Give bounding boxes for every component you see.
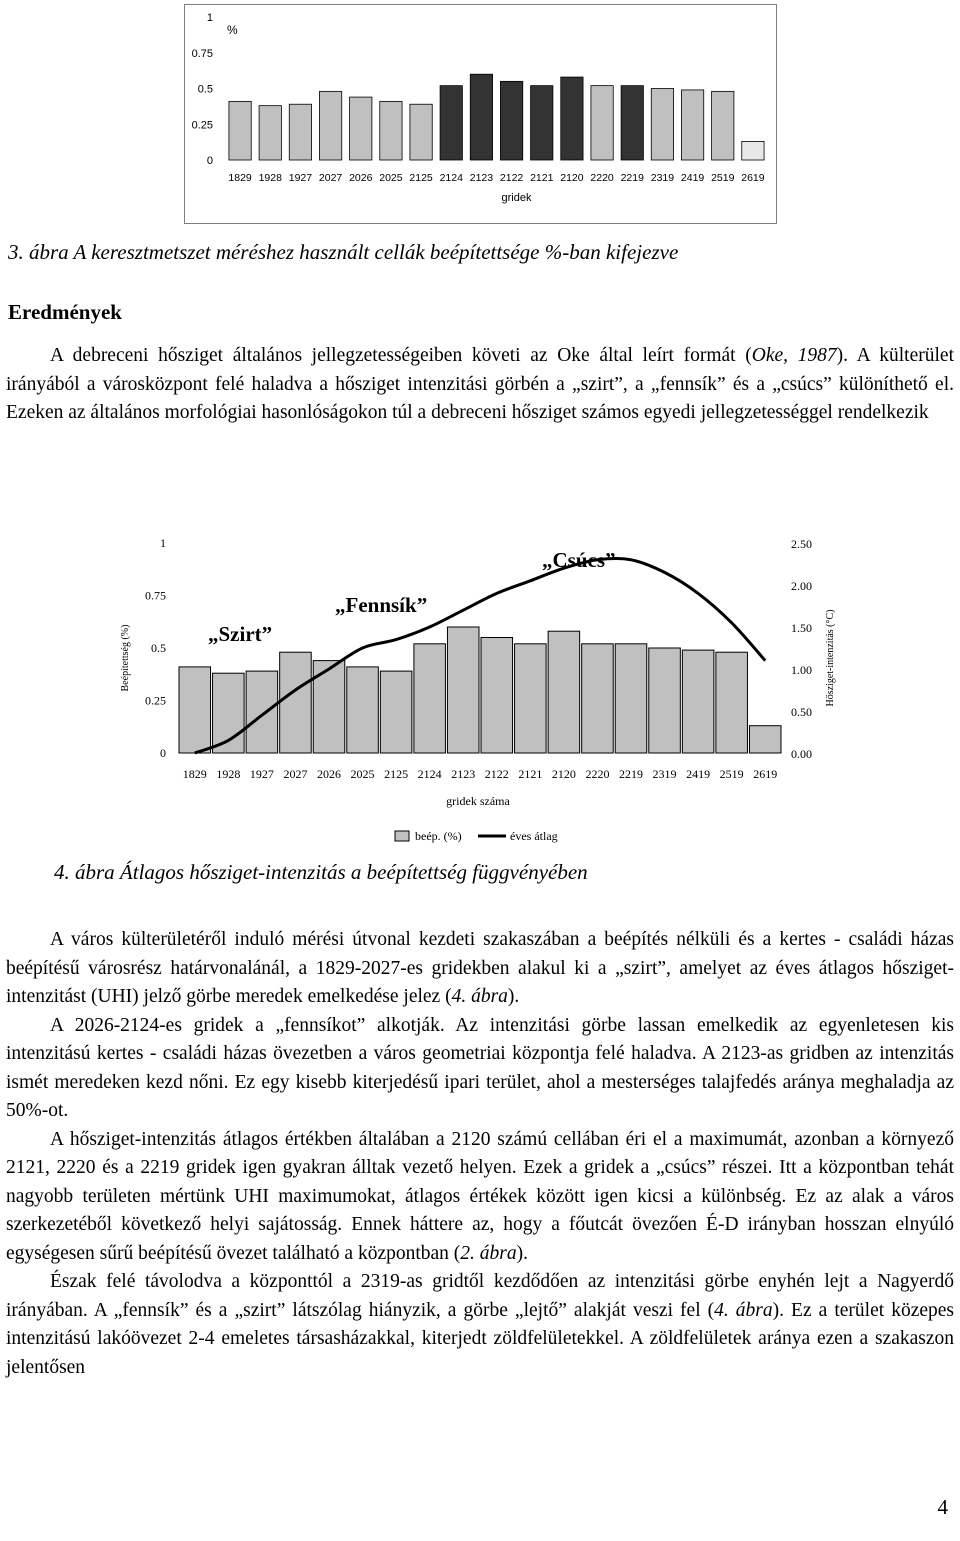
x-tick-label: 2120 bbox=[560, 172, 584, 184]
x-tick-label: 1829 bbox=[228, 172, 252, 184]
citation: 4. ábra bbox=[714, 1299, 773, 1321]
x-tick-label: 2027 bbox=[283, 767, 308, 781]
bar bbox=[380, 101, 402, 160]
x-tick-label: 2419 bbox=[680, 172, 705, 184]
bar bbox=[561, 77, 583, 160]
y-tick-label: 0 bbox=[160, 746, 166, 760]
x-tick-label: 2026 bbox=[349, 172, 373, 184]
y-tick-label: 0.5 bbox=[151, 641, 166, 655]
y-axis-label: Beépítettség (%) bbox=[120, 624, 131, 692]
bar bbox=[347, 667, 379, 753]
bar bbox=[515, 644, 547, 753]
y-tick-label: 0.75 bbox=[145, 588, 166, 603]
x-tick-label: 2219 bbox=[619, 767, 643, 781]
y2-tick-label: 2.50 bbox=[791, 537, 812, 551]
figure-4-chart bbox=[110, 525, 850, 855]
x-tick-label: 2220 bbox=[590, 172, 614, 184]
legend-bar-label: beép. (%) bbox=[415, 829, 462, 843]
x-tick-label: 2619 bbox=[741, 172, 765, 184]
x-tick-label: 2026 bbox=[317, 767, 341, 781]
bar bbox=[582, 644, 614, 753]
x-tick-label: 2220 bbox=[585, 767, 610, 781]
y2-tick-label: 0.50 bbox=[791, 705, 812, 719]
y-tick-label: 1 bbox=[206, 12, 213, 24]
legend-bar-swatch bbox=[395, 831, 409, 841]
x-tick-label: 2319 bbox=[652, 767, 677, 781]
y2-tick-label: 2.00 bbox=[791, 579, 812, 593]
citation: Oke, 1987 bbox=[751, 345, 837, 366]
x-tick-label: 2025 bbox=[379, 172, 403, 184]
figure-3-chart bbox=[184, 4, 777, 224]
x-tick-label: 2027 bbox=[318, 172, 343, 184]
paragraph-szirt: A város külterületéről induló mérési útvonal kezdeti szakaszában a beépítés nélküli és a kertes - családi házas beépítésű városrész határvonalánál, a 1829-2027-es gridekben alakul ki a „szirt”, amelyet az éves átlagos hősziget-intenzitást (UHI) jelző görbe meredek emelkedése jelez (4. ábra). bbox=[6, 929, 954, 1007]
x-axis-label: gridek száma bbox=[446, 794, 510, 808]
bar bbox=[548, 631, 580, 753]
bar bbox=[280, 652, 312, 753]
paragraph-fennsik: A 2026-2124-es gridek a „fennsíkot” alkotják. Az intenzitási görbe lassan emelkedik az egyenletesen kis intenzitású kertes - családi házas övezetben a város geometriai központja felé haladva. A 2123-as gridben az intenzitás ismét meredeken kezd nőni. Ez egy kisebb kiterjedésű ipari terület, ahol a mesterséges talajfedés aránya meghaladja az 50%-ot. bbox=[6, 1014, 954, 1121]
bar bbox=[319, 91, 341, 160]
results-paragraph bbox=[6, 342, 954, 428]
bar bbox=[716, 652, 748, 753]
bar bbox=[615, 644, 647, 753]
bar bbox=[651, 89, 673, 161]
x-tick-label: 2125 bbox=[384, 767, 409, 781]
x-tick-label: 2025 bbox=[350, 767, 375, 781]
bar bbox=[414, 644, 446, 753]
figure-3-plot bbox=[185, 5, 776, 223]
bar bbox=[742, 141, 764, 160]
y-axis-unit: % bbox=[227, 23, 238, 37]
citation: 4. ábra bbox=[451, 986, 508, 1007]
y2-tick-label: 0.00 bbox=[791, 747, 812, 761]
results-text: A debreceni hősziget általános jellegzetességeiben követi az Oke által leírt formát ( bbox=[50, 345, 752, 366]
bar bbox=[591, 86, 613, 160]
paragraph-lejto: Észak felé távolodva a központtól a 2319-as gridtől kezdődően az intenzitási görbe enyhén lejt a Nagyerdő irányában. A „fennsík” és a „szirt” látszólag hiányzik, a görbe „lejtő” alakját veszi fel (4. ábra). Ez a terület közepes intenzitású lakóövezet 2-4 emeletes társasházakkal, kiterjedt zöldfelületekkel. A zöldfelületek aránya ezen a szakaszon jelentősen bbox=[6, 1271, 955, 1378]
x-tick-label: 2419 bbox=[686, 767, 711, 781]
x-tick-label: 2123 bbox=[469, 172, 494, 184]
paragraph-csucs: A hősziget-intenzitás átlagos értékben általában a 2120 számú cellában éri el a maximumát, azonban a környező 2121, 2220 és a 2219 gridek igen gyakran álltak vezető helyen. Ezek a gridek a „csúcs” részei. Itt a központban tehát nagyobb területen mértünk UHI maximumokat, átlagos értékek között igen kicsi a különbség. Ez az alak a város szerkezetéből következő helyi sajátosság. Ennek háttere az, hogy a főutcát övezően É-D irányban hosszan elnyúló egységesen sűrű beépítésű övezet található a központban (2. ábra). bbox=[6, 1128, 954, 1264]
annotation-csucs: „Csúcs” bbox=[542, 548, 616, 572]
y-tick-label: 1 bbox=[160, 536, 166, 550]
bar bbox=[621, 86, 643, 160]
x-tick-label: 2122 bbox=[484, 767, 509, 781]
x-axis-label: gridek bbox=[501, 192, 532, 204]
bar bbox=[481, 638, 513, 754]
x-tick-label: 1927 bbox=[249, 767, 274, 781]
bar bbox=[649, 648, 681, 753]
y-tick-label: 0.5 bbox=[197, 83, 213, 96]
x-tick-label: 2619 bbox=[753, 767, 778, 781]
x-tick-label: 2121 bbox=[518, 767, 543, 781]
figure-4-caption: 4. ábra Átlagos hősziget-intenzitás a beépítettség függvényében bbox=[54, 860, 588, 884]
x-tick-label: 2122 bbox=[499, 172, 524, 184]
y-tick-label: 0.75 bbox=[191, 47, 213, 60]
y-tick-label: 0 bbox=[206, 155, 213, 167]
bar bbox=[682, 650, 714, 753]
legend-line-label: éves átlag bbox=[510, 829, 558, 843]
section-heading: Eredmények bbox=[8, 300, 122, 324]
x-tick-label: 2120 bbox=[551, 767, 576, 781]
bar bbox=[259, 106, 281, 160]
x-tick-label: 2319 bbox=[650, 172, 675, 184]
bar bbox=[229, 101, 251, 160]
annotation-fennsik: „Fennsík” bbox=[335, 593, 428, 617]
x-tick-label: 2124 bbox=[417, 767, 442, 781]
bar bbox=[179, 667, 211, 753]
results-text-rest: ). A külterület irányából a városközpont felé haladva a hősziget intenzitási görbén a „szirt”, a „fennsík” és a „csúcs” különíthető el. Ezeken az általános morfológiai hasonlóságokon túl a debreceni hősziget számos egyedi jellegzetességgel rendelkezik bbox=[6, 345, 954, 423]
x-tick-label: 2519 bbox=[711, 172, 735, 184]
x-tick-label: 1928 bbox=[216, 767, 241, 781]
bar bbox=[380, 671, 412, 753]
bar bbox=[681, 90, 703, 160]
figure-3-caption: 3. ábra A keresztmetszet méréshez használt cellák beépítettsége %-ban kifejezve bbox=[8, 240, 679, 264]
x-tick-label: 2121 bbox=[530, 172, 554, 184]
x-tick-label: 2123 bbox=[451, 767, 476, 781]
bar bbox=[246, 671, 278, 753]
y-tick-label: 0.25 bbox=[191, 119, 213, 132]
bar bbox=[470, 74, 492, 160]
bar bbox=[749, 726, 781, 753]
x-tick-label: 2519 bbox=[719, 767, 744, 781]
x-tick-label: 2219 bbox=[620, 172, 644, 184]
bar bbox=[531, 86, 553, 160]
bar bbox=[447, 627, 479, 753]
x-tick-label: 1829 bbox=[182, 767, 207, 781]
x-tick-label: 1927 bbox=[288, 172, 313, 184]
x-tick-label: 2125 bbox=[409, 172, 433, 184]
x-tick-label: 1928 bbox=[258, 172, 282, 184]
annotation-szirt: „Szirt” bbox=[208, 622, 273, 646]
y2-tick-label: 1.50 bbox=[791, 621, 812, 635]
figure-4-plot bbox=[110, 525, 850, 855]
page-number: 4 bbox=[937, 1495, 948, 1519]
bar bbox=[500, 81, 522, 160]
y2-tick-label: 1.00 bbox=[791, 663, 812, 677]
body-text bbox=[6, 926, 954, 1382]
bar bbox=[350, 97, 372, 160]
bar bbox=[289, 104, 311, 160]
y2-axis-label: Hősziget-intenzitás (°C) bbox=[825, 609, 836, 707]
x-tick-label: 2124 bbox=[439, 172, 463, 184]
y-tick-label: 0.25 bbox=[145, 693, 166, 708]
bar bbox=[712, 91, 734, 160]
bar bbox=[440, 86, 462, 160]
citation: 2. ábra bbox=[460, 1242, 517, 1264]
bar bbox=[410, 104, 432, 160]
